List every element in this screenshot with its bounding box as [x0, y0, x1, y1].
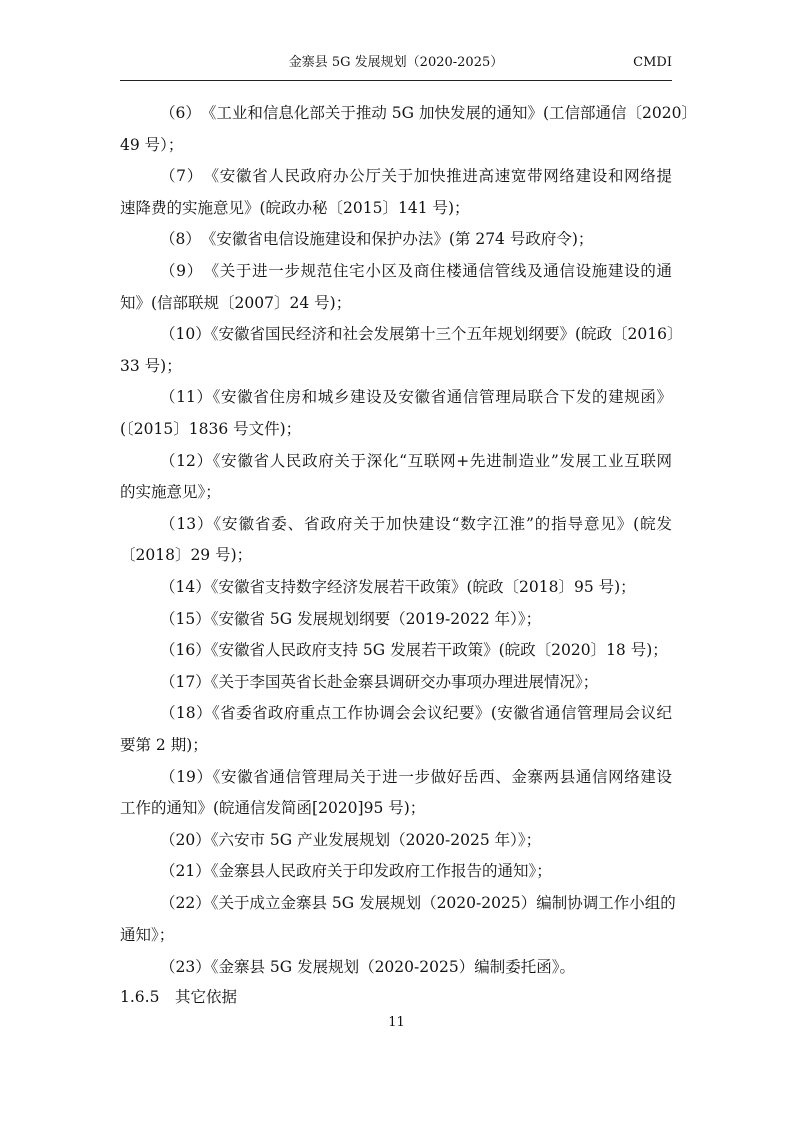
list-item-18-line-1: （18）《省委省政府重点工作协调会会议纪要》(安徽省通信管理局会议纪 — [160, 704, 672, 722]
header-title: 金寨县 5G 发展规划（2020-2025） — [288, 55, 504, 70]
list-item-21: （21）《金寨县人民政府关于印发政府工作报告的通知》； — [160, 862, 552, 880]
page-number: 11 — [388, 1015, 405, 1030]
list-item-12-line-1: （12）《安徽省人民政府关于深化“互联网+先进制造业”发展工业互联网 — [160, 452, 672, 470]
list-item-11-line-2: (〔2015〕1836 号文件)； — [120, 420, 302, 438]
list-item-14: （14）《安徽省支持数字经济发展若干政策》(皖政〔2018〕95 号)； — [160, 578, 636, 596]
list-item-22-line-1: （22）《关于成立金寨县 5G 发展规划（2020-2025）编制协调工作小组的 — [160, 894, 676, 912]
list-item-17: （17）《关于李国英省长赴金寨县调研交办事项办理进展情况》； — [160, 673, 599, 691]
list-item-10-line-1: （10）《安徽省国民经济和社会发展第十三个五年规划纲要》(皖政〔2016〕 — [160, 325, 683, 343]
list-item-23: （23）《金寨县 5G 发展规划（2020-2025）编制委托函》。 — [160, 958, 575, 976]
list-item-7-line-1: （7） 《安徽省人民政府办公厅关于加快推进高速宽带网络建设和网络提 — [160, 167, 672, 185]
list-item-11-line-1: （11）《安徽省住房和城乡建设及安徽省通信管理局联合下发的建规函》 — [160, 388, 672, 406]
section-heading-1-6-5: 1.6.5 其它依据 — [120, 988, 237, 1006]
list-item-8: （8） 《安徽省电信设施建设和保护办法》(第 274 号政府令)； — [160, 230, 594, 248]
list-item-7-line-2: 速降费的实施意见》(皖政办秘〔2015〕141 号)； — [120, 199, 470, 217]
list-item-6-line-2: 49 号）； — [120, 136, 184, 154]
list-item-22-line-2: 通知》； — [120, 926, 175, 944]
list-item-12-line-2: 的实施意见》； — [120, 483, 221, 501]
page-header — [120, 54, 672, 76]
list-item-16: （16）《安徽省人民政府支持 5G 发展若干政策》(皖政〔2020〕18 号)； — [160, 641, 668, 659]
list-item-9-line-2: 知》(信部联规〔2007〕24 号)； — [120, 294, 352, 312]
header-rule — [120, 80, 672, 81]
list-item-6-line-1: （6） 《工业和信息化部关于推动 5G 加快发展的通知》(工信部通信〔2020〕 — [160, 104, 697, 122]
list-item-10-line-2: 33 号)； — [120, 357, 182, 375]
list-item-13-line-1: （13）《安徽省委、省政府关于加快建设“数字江淮”的指导意见》(皖发 — [160, 515, 672, 533]
list-item-18-line-2: 要第 2 期)； — [120, 736, 208, 754]
list-item-13-line-2: 〔2018〕29 号)； — [120, 546, 253, 564]
list-item-19-line-2: 工作的通知》(皖通信发简函[2020]95 号)； — [120, 799, 426, 817]
list-item-15: （15）《安徽省 5G 发展规划纲要（2019-2022 年）》； — [160, 610, 542, 628]
list-item-9-line-1: （9） 《关于进一步规范住宅小区及商住楼通信管线及通信设施建设的通 — [160, 262, 672, 280]
header-org: CMDI — [633, 55, 672, 70]
list-item-20: （20）《六安市 5G 产业发展规划（2020-2025 年）》； — [160, 831, 542, 849]
list-item-19-line-1: （19）《安徽省通信管理局关于进一步做好岳西、金寨两县通信网络建设 — [160, 768, 672, 786]
